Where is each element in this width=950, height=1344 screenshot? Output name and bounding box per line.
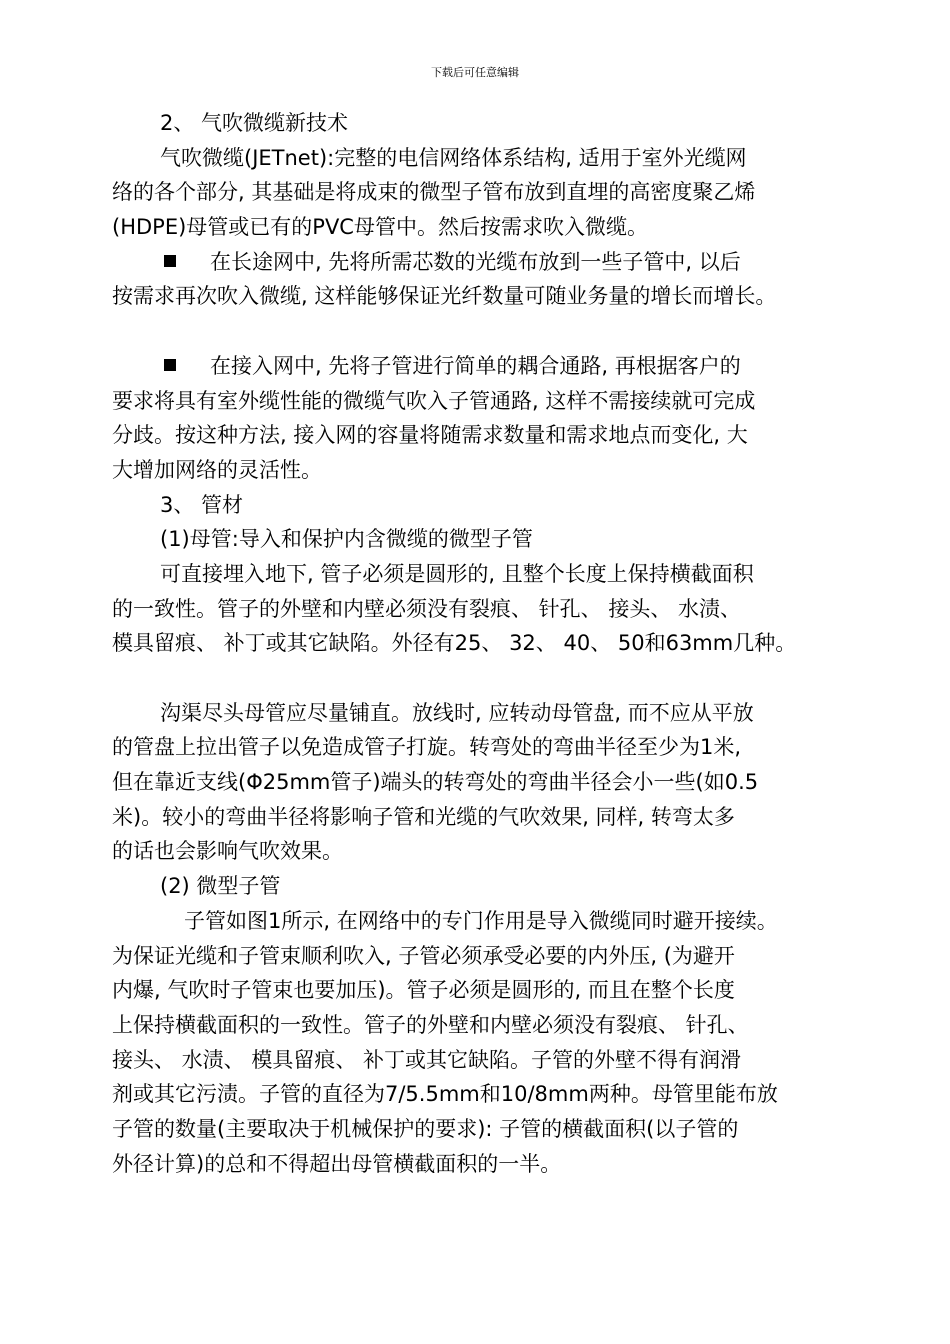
subsection-heading: (2) 微型子管 <box>160 874 281 899</box>
body-line: 内爆, 气吹时子管束也要加压)。管子必须是圆形的, 而且在整个长度 <box>112 978 735 1003</box>
bullet-text: 在接入网中, 先将子管进行简单的耦合通路, 再根据客户的 <box>210 353 741 378</box>
square-bullet-icon <box>164 255 176 267</box>
section-heading-2: 2、 气吹微缆新技术 <box>160 111 349 135</box>
body-line: 要求将具有室外缆性能的微缆气吹入子管通路, 这样不需接续就可完成 <box>112 388 756 413</box>
square-bullet-icon <box>164 359 176 371</box>
body-line: 但在靠近支线(Φ25mm管子)端头的转弯处的弯曲半径会小一些(如0.5 <box>112 770 759 795</box>
page-header: 下载后可任意编辑 <box>431 66 519 79</box>
body-line: 气吹微缆(JETnet):完整的电信网络体系结构, 适用于室外光缆网 <box>160 145 747 170</box>
body-line: 子管的数量(主要取决于机械保护的要求): 子管的横截面积(以子管的 <box>112 1116 739 1141</box>
body-line: 为保证光缆和子管束顺利吹入, 子管必须承受必要的内外压, (为避开 <box>112 943 735 968</box>
body-line: 接头、 水渍、 模具留痕、 补丁或其它缺陷。子管的外壁不得有润滑 <box>112 1047 742 1072</box>
body-line: 可直接埋入地下, 管子必须是圆形的, 且整个长度上保持横截面积 <box>160 561 754 586</box>
paragraph-gap <box>112 661 852 696</box>
body-line: 按需求再次吹入微缆, 这样能够保证光纤数量可随业务量的增长而增长。 <box>112 284 777 309</box>
body-line: 络的各个部分, 其基础是将成束的微型子管布放到直埋的高密度聚乙烯 <box>112 180 756 205</box>
body-line: 子管如图1所示, 在网络中的专门作用是导入微缆同时避开接续。 <box>184 908 778 933</box>
bullet-line <box>112 349 852 384</box>
section-heading-3: 3、 管材 <box>160 492 244 517</box>
subsection-heading: (1)母管:导入和保护内含微缆的微型子管 <box>160 527 533 552</box>
bullet-text: 在长途网中, 先将所需芯数的光缆布放到一些子管中, 以后 <box>210 249 741 274</box>
body-line: 剂或其它污渍。子管的直径为7/5.5mm和10/8mm两种。母管里能布放 <box>112 1082 778 1107</box>
body-line: 沟渠尽头母管应尽量铺直。放线时, 应转动母管盘, 而不应从平放 <box>160 700 754 725</box>
body-line: 外径计算)的总和不得超出母管横截面积的一半。 <box>112 1151 562 1176</box>
body-line: (HDPE)母管或已有的PVC母管中。然后按需求吹入微缆。 <box>112 215 648 240</box>
body-line: 分歧。按这种方法, 接入网的容量将随需求数量和需求地点而变化, 大 <box>112 423 748 448</box>
paragraph-gap <box>112 314 852 349</box>
body-line: 上保持横截面积的一致性。管子的外壁和内壁必须没有裂痕、 针孔、 <box>112 1012 749 1037</box>
body-line: 的话也会影响气吹效果。 <box>112 839 343 864</box>
document-body <box>112 106 852 1181</box>
body-line: 的管盘上拉出管子以免造成管子打旋。转弯处的弯曲半径至少为1米, <box>112 735 742 760</box>
bullet-line <box>112 245 852 280</box>
body-line: 米)。较小的弯曲半径将影响子管和光缆的气吹效果, 同样, 转弯太多 <box>112 804 735 829</box>
body-line: 大增加网络的灵活性。 <box>112 457 322 482</box>
body-line: 的一致性。管子的外壁和内壁必须没有裂痕、 针孔、 接头、 水渍、 <box>112 596 742 621</box>
body-line: 模具留痕、 补丁或其它缺陷。外径有25、 32、 40、 50和63mm几种。 <box>112 631 797 656</box>
